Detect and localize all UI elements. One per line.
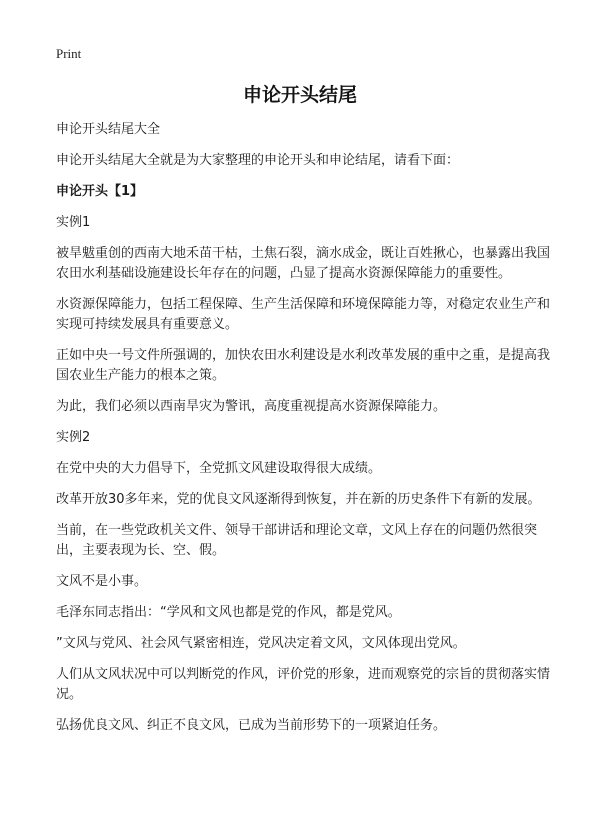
body-paragraph: 人们从文风状况中可以判断党的作风，评价党的形象，进而观察党的宗旨的贯彻落实情况。 bbox=[56, 667, 551, 702]
body-paragraph: 实例1 bbox=[56, 215, 91, 230]
body-paragraph: 正如中央一号文件所强调的，加快农田水利建设是水利改革发展的重中之重，是提高我国农业生产能力的根本之策。 bbox=[56, 348, 551, 383]
print-link[interactable]: Print bbox=[56, 46, 82, 61]
body-paragraph: 改革开放30多年来，党的优良文风逐渐得到恢复，并在新的历史条件下有新的发展。 bbox=[56, 492, 541, 507]
body-paragraph: 实例2 bbox=[56, 430, 91, 445]
body-paragraph: 为此，我们必须以西南旱灾为警讯，高度重视提高水资源保障能力。 bbox=[56, 399, 447, 414]
body-paragraph: 被旱魃重创的西南大地禾苗干枯，土焦石裂，滴水成金，既让百姓揪心，也暴露出我国农田水利基础设施建设长年存在的问题，凸显了提高水资源保障能力的重要性。 bbox=[56, 246, 551, 281]
body-paragraph: 水资源保障能力，包括工程保障、生产生活保障和环境保障能力等，对稳定农业生产和实现可持续发展具有重要意义。 bbox=[56, 297, 551, 332]
document-body bbox=[56, 120, 554, 747]
section-heading: 申论开头【1】 bbox=[56, 184, 144, 199]
body-paragraph: 申论开头结尾大全 bbox=[56, 122, 161, 137]
body-paragraph: 弘扬优良文风、纠正不良文风，已成为当前形势下的一项紧迫任务。 bbox=[56, 718, 447, 733]
page-title: 申论开头结尾 bbox=[242, 84, 357, 106]
body-paragraph: 文风不是小事。 bbox=[56, 574, 148, 589]
body-paragraph: 当前，在一些党政机关文件、领导干部讲话和理论文章，文风上存在的问题仍然很突出，主要表现为长、空、假。 bbox=[56, 523, 538, 558]
body-paragraph: ”文风与党风、社会风气紧密相连，党风决定着文风，文风体现出党风。 bbox=[56, 636, 466, 651]
body-paragraph: 申论开头结尾大全就是为大家整理的申论开头和申论结尾，请看下面： bbox=[56, 153, 460, 168]
body-paragraph: 毛泽东同志指出：“学风和文风也都是党的作风，都是党风。 bbox=[56, 605, 401, 620]
body-paragraph: 在党中央的大力倡导下，全党抓文风建设取得很大成绩。 bbox=[56, 461, 382, 476]
